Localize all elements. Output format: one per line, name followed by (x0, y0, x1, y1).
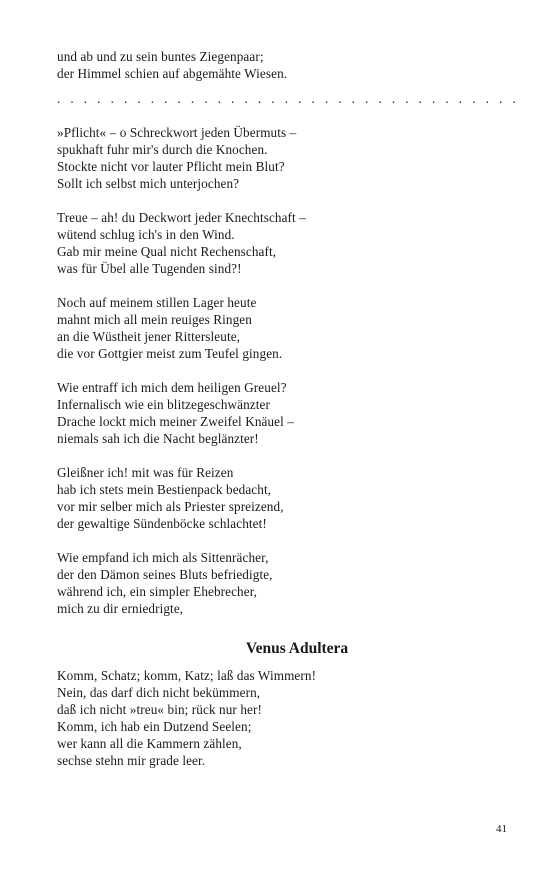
verse-line: »Pflicht« – o Schreckwort jeden Übermuts – (57, 125, 297, 140)
verse-line: mahnt mich all mein reuiges Ringen (57, 312, 252, 327)
stanza-5 (57, 464, 497, 532)
verse-line: wütend schlug ich's in den Wind. (57, 227, 235, 242)
verse-line: Nein, das darf dich nicht bekümmern, (57, 685, 261, 700)
verse-line: Drache lockt mich meiner Zweifel Knäuel – (57, 414, 294, 429)
verse-line: niemals sah ich die Nacht beglänzter! (57, 431, 259, 446)
stanza-4 (57, 379, 497, 447)
verse-line: Komm, ich hab ein Dutzend Seelen; (57, 719, 252, 734)
poem-title: Venus Adultera (245, 640, 349, 657)
verse-line: Sollt ich selbst mich unterjochen? (57, 176, 240, 191)
verse-line: während ich, ein simpler Ehebrecher, (57, 584, 258, 599)
verse-line: Gleißner ich! mit was für Reizen (57, 465, 234, 480)
verse-line: Noch auf meinem stillen Lager heute (57, 295, 257, 310)
verse-line: hab ich stets mein Bestienpack bedacht, (57, 482, 272, 497)
verse-line: der gewaltige Sündenböcke schlachtet! (57, 516, 267, 531)
verse-line: wer kann all die Kammern zählen, (57, 736, 242, 751)
ellipsis-divider: . . . . . . . . . . . . . . . . . . . . . . . . . . . . . . . . . . . (57, 91, 520, 106)
stanza-opening (57, 48, 497, 82)
stanza-6 (57, 549, 497, 617)
verse-line: was für Übel alle Tugenden sind?! (57, 261, 242, 276)
stanza-2 (57, 209, 497, 277)
verse-line: mich zu dir erniedrigte, (57, 601, 184, 616)
stanza-1 (57, 124, 497, 192)
verse-line: vor mir selber mich als Priester spreizend, (57, 499, 284, 514)
verse-line: Komm, Schatz; komm, Katz; laß das Wimmern! (57, 668, 317, 683)
verse-line: an die Wüstheit jener Rittersleute, (57, 329, 241, 344)
verse-line: der Himmel schien auf abgemähte Wiesen. (57, 66, 288, 81)
verse-line: Wie empfand ich mich als Sittenrächer, (57, 550, 269, 565)
page-number: 41 (496, 823, 507, 835)
verse-line: der den Dämon seines Bluts befriedigte, (57, 567, 273, 582)
verse-line: daß ich nicht »treu« bin; rück nur her! (57, 702, 262, 717)
verse-line: Stockte nicht vor lauter Pflicht mein Blut? (57, 159, 285, 174)
page-body (57, 48, 520, 786)
verse-line: Infernalisch wie ein blitzegeschwänzter (57, 397, 270, 412)
verse-line: die vor Gottgier meist zum Teufel gingen. (57, 346, 283, 361)
verse-line: Wie entraff ich mich dem heiligen Greuel? (57, 380, 287, 395)
verse-line: spukhaft fuhr mir's durch die Knochen. (57, 142, 268, 157)
poem-stanza (57, 667, 497, 769)
verse-line: sechse stehn mir grade leer. (57, 753, 206, 768)
verse-line: und ab und zu sein buntes Ziegenpaar; (57, 49, 264, 64)
verse-line: Gab mir meine Qual nicht Rechenschaft, (57, 244, 277, 259)
stanza-3 (57, 294, 497, 362)
verse-line: Treue – ah! du Deckwort jeder Knechtschaft – (57, 210, 306, 225)
